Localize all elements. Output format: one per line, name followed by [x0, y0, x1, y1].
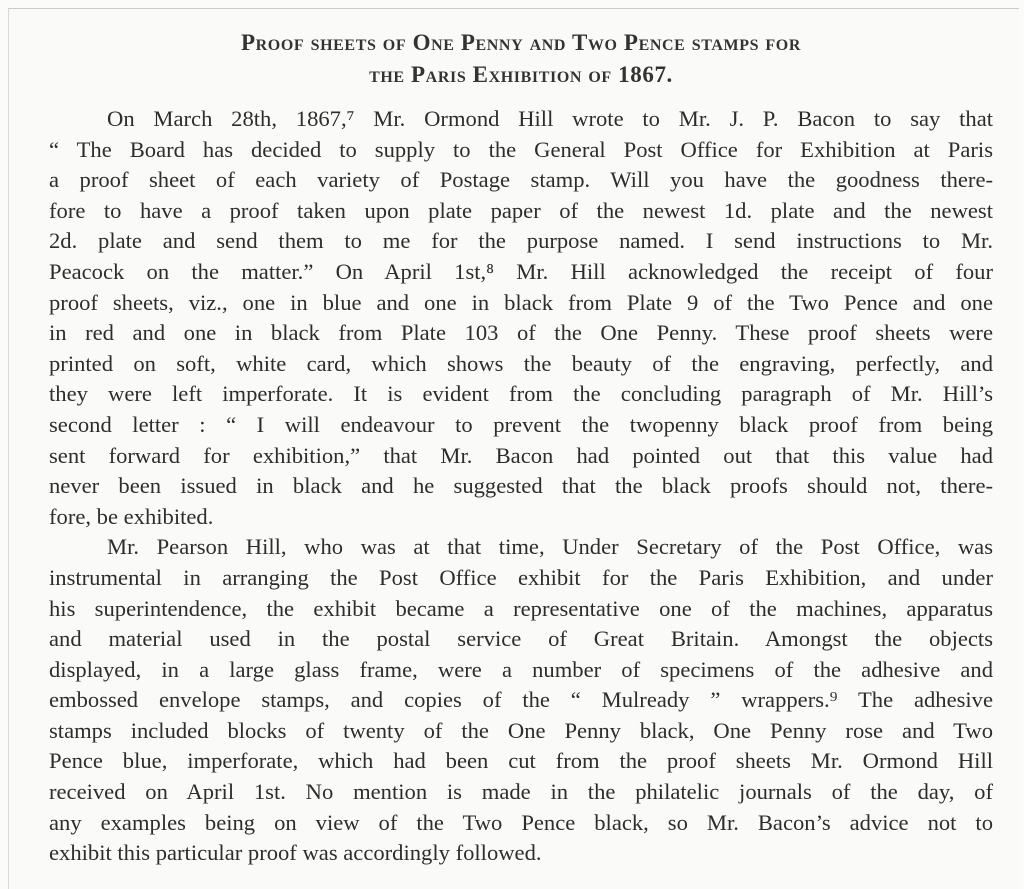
text-line: sent forward for exhibition,” that Mr. Bacon had pointed out that this value had [49, 442, 993, 468]
text-line: and material used in the postal service of Great Britain. Amongst the objects [49, 626, 993, 652]
text-line: displayed, in a large glass frame, were a number of specimens of the adhesive and [49, 656, 993, 682]
text-line: any examples being on view of the Two Pence black, so Mr. Bacon’s advice not to [49, 809, 993, 835]
text-line: fore to have a proof taken upon plate paper of the newest 1d. plate and the newest [49, 197, 993, 223]
text-line: Peacock on the matter.” On April 1st,⁸ Mr. Hill acknowledged the receipt of four [49, 258, 993, 284]
text-line: proof sheets, viz., one in blue and one in black from Plate 9 of the Two Pence and one [49, 289, 993, 315]
text-line: they were left imperforate. It is evident from the concluding paragraph of Mr. Hill’s [49, 381, 993, 407]
text-line: Pence blue, imperforate, which had been cut from the proof sheets Mr. Ormond Hill [49, 748, 993, 774]
text-line: exhibit this particular proof was accordingly followed. [49, 840, 542, 866]
text-line: 2d. plate and send them to me for the purpose named. I send instructions to Mr. [49, 228, 993, 254]
text-line: never been issued in black and he suggested that the black proofs should not, there- [49, 473, 993, 499]
text-line: received on April 1st. No mention is made in the philatelic journals of the day, of [49, 779, 993, 805]
section-heading [49, 27, 993, 91]
text-line: printed on soft, white card, which shows the beauty of the engraving, perfectly, and [49, 350, 993, 376]
text-line: his superintendence, the exhibit became a representative one of the machines, apparatus [49, 595, 993, 621]
text-line: Mr. Pearson Hill, who was at that time, Under Secretary of the Post Office, was [107, 534, 993, 560]
text-line: fore, be exhibited. [49, 503, 214, 529]
text-line: “ The Board has decided to supply to the General Post Office for Exhibition at Paris [49, 136, 993, 162]
text-line: instrumental in arranging the Post Office exhibit for the Paris Exhibition, and under [49, 564, 993, 590]
page-frame [8, 8, 1019, 889]
text-line: On March 28th, 1867,⁷ Mr. Ormond Hill wrote to Mr. J. P. Bacon to say that [107, 106, 993, 131]
text-line: embossed envelope stamps, and copies of the “ Mulready ” wrappers.⁹ The adhesive [49, 687, 993, 713]
paragraph-2 [49, 532, 993, 869]
heading-line: the Paris Exhibition of 1867. [369, 62, 673, 87]
article [49, 27, 993, 869]
paragraph-1 [49, 104, 993, 532]
text-line: second letter : “ I will endeavour to prevent the twopenny black proof from being [49, 411, 993, 437]
text-line: a proof sheet of each variety of Postage stamp. Will you have the goodness there- [49, 167, 993, 193]
text-line: in red and one in black from Plate 103 of the One Penny. These proof sheets were [49, 320, 993, 346]
heading-line: Proof sheets of One Penny and Two Pence stamps for [240, 30, 802, 55]
text-line: stamps included blocks of twenty of the One Penny black, One Penny rose and Two [49, 717, 993, 743]
